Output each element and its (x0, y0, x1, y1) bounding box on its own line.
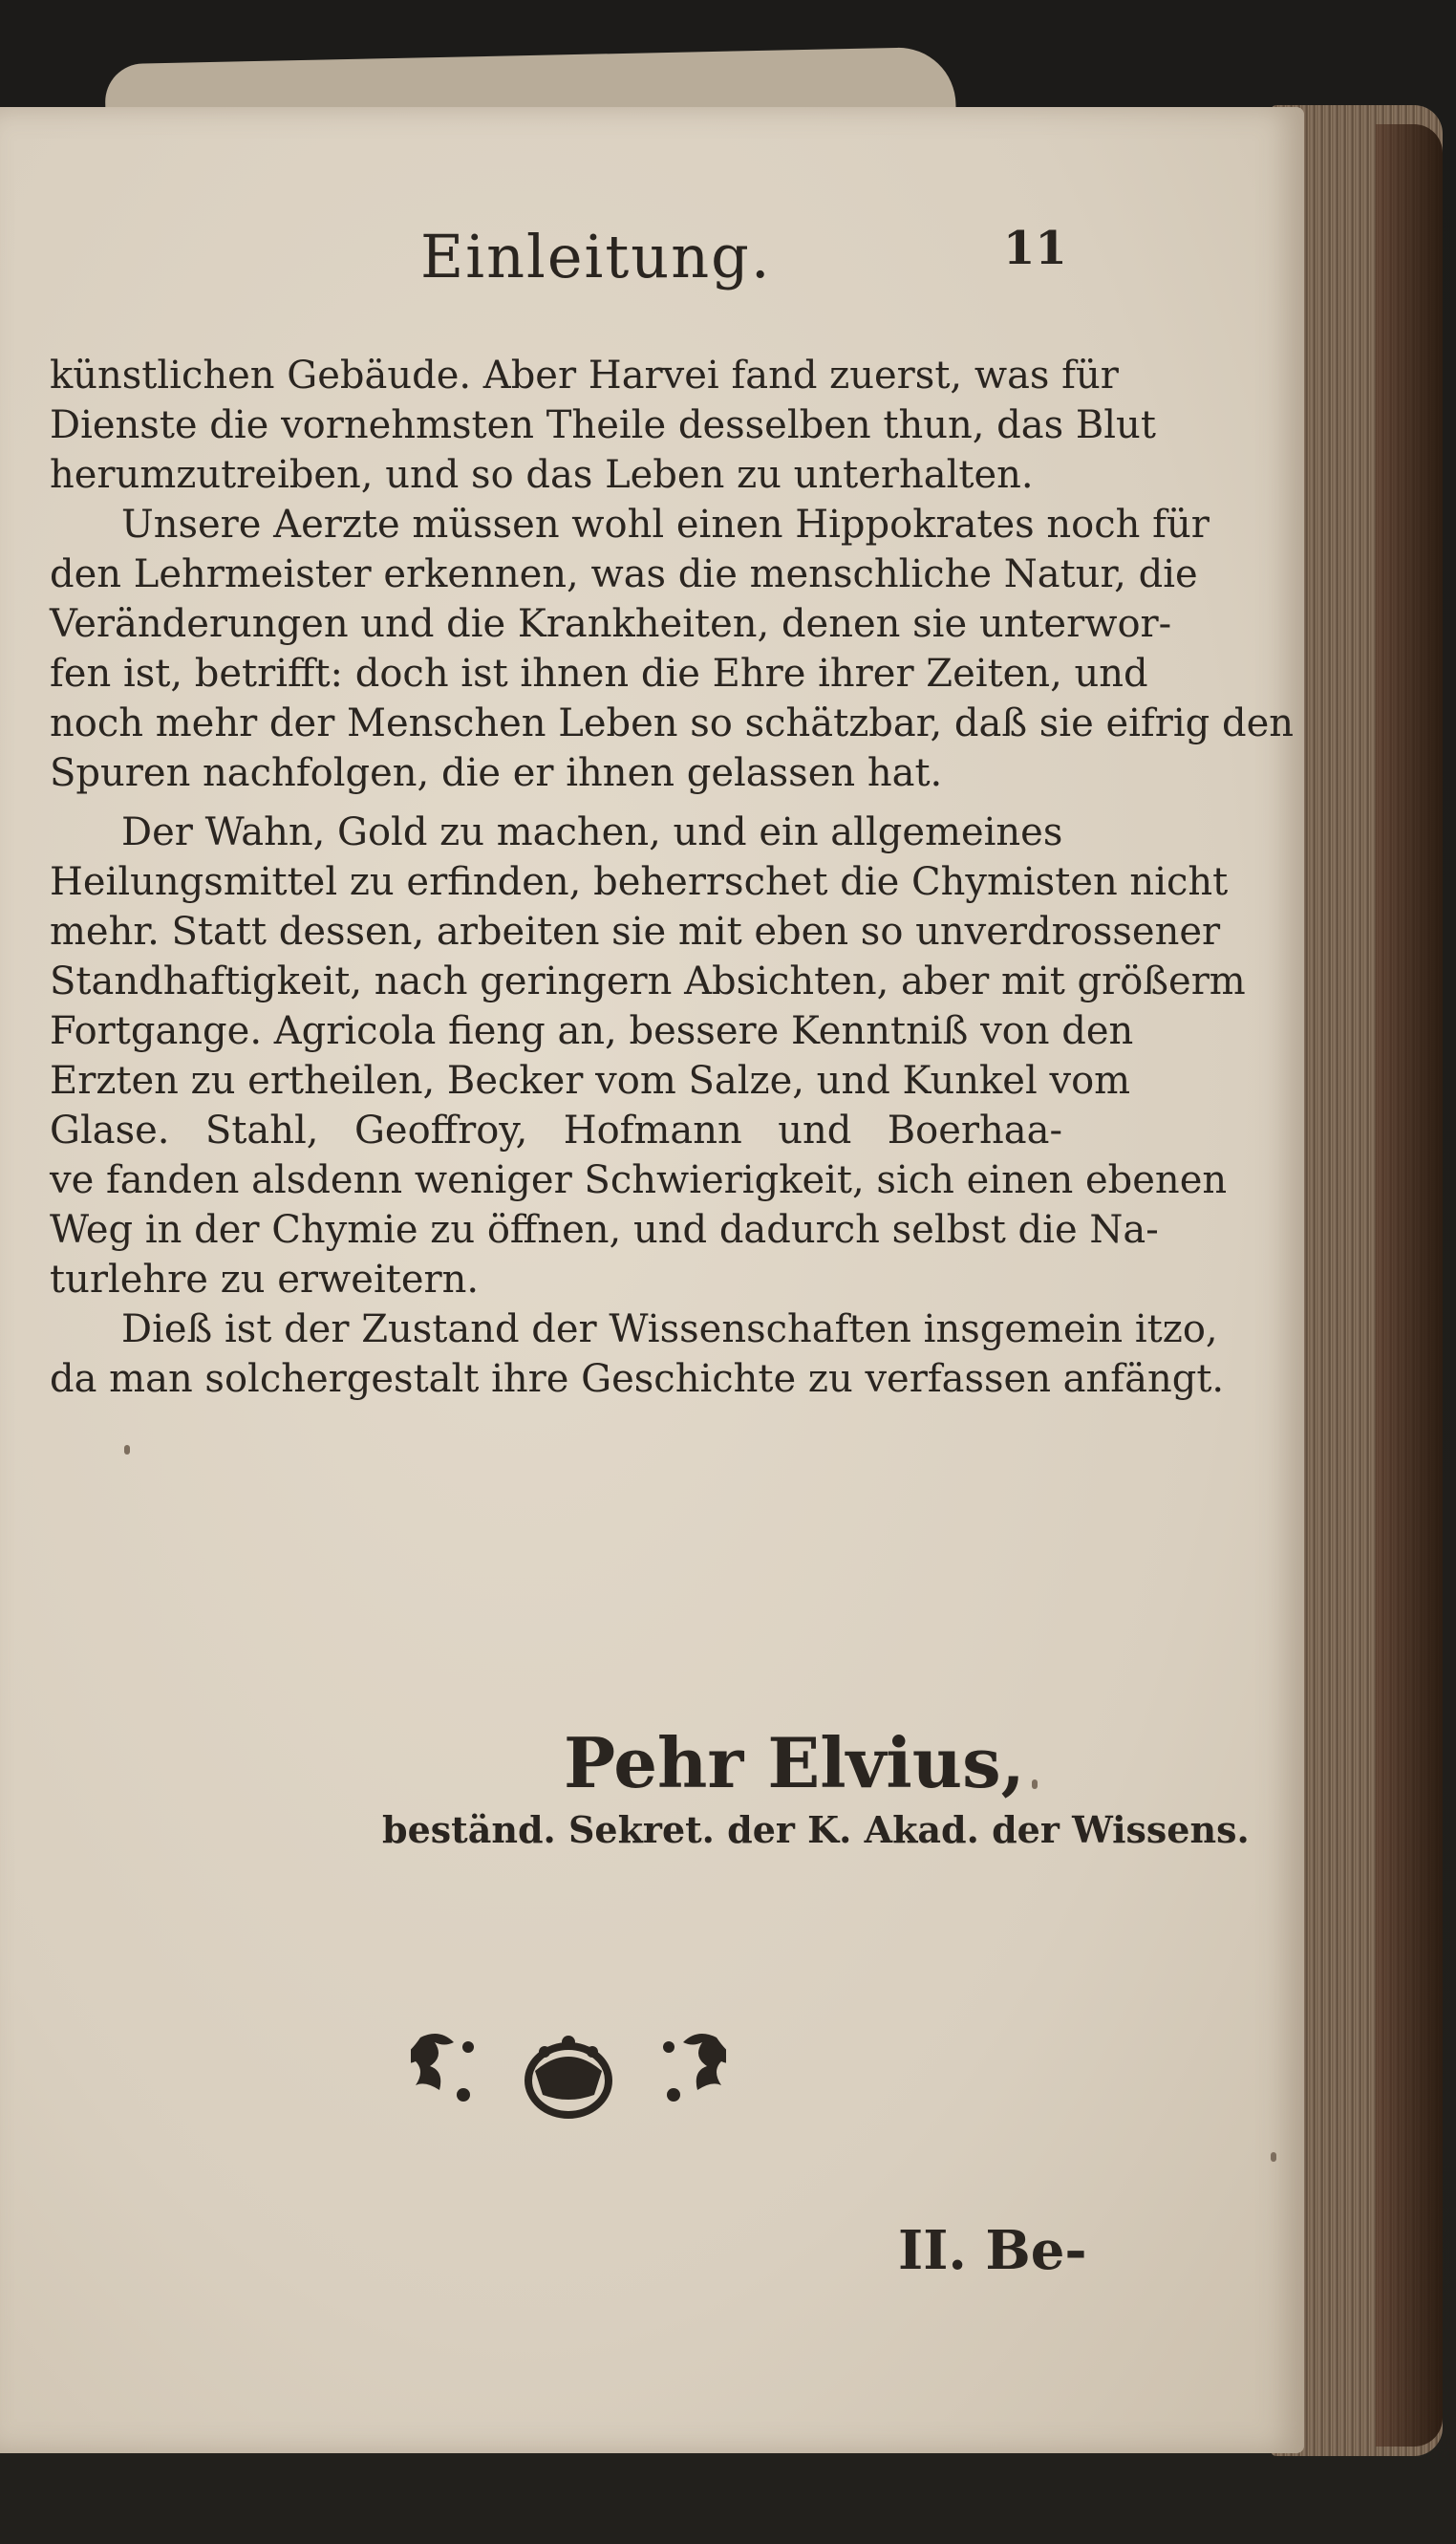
text-line: Heilungsmittel zu erfinden, beherrschet die Chymisten nicht (50, 860, 1229, 904)
text-line: Standhaftigkeit, nach geringern Absichten, aber mit größerm (50, 959, 1246, 1003)
text-line: künstlichen Gebäude. Aber Harvei fand zuerst, was für (50, 354, 1119, 398)
signature-title: beständ. Sekret. der K. Akad. der Wissens. (382, 1808, 1250, 1851)
text-line: Glase. Stahl, Geoffroy, Hofmann und Boerhaa- (50, 1109, 1062, 1153)
text-line: Weg in der Chymie zu öffnen, und dadurch selbst die Na- (50, 1208, 1159, 1252)
text-line: turlehre zu erweitern. (50, 1258, 480, 1302)
signature-name: Pehr Elvius, (564, 1722, 1025, 1803)
text-line: Erzten zu ertheilen, Becker vom Salze, und Kunkel vom (50, 1059, 1131, 1103)
catchword: II. Be- (898, 2219, 1087, 2282)
paper-fleck (1271, 2152, 1276, 2162)
paper-fleck (1032, 1779, 1038, 1789)
paragraph (50, 351, 1156, 500)
book-binding-shadow (1376, 124, 1443, 2447)
text-line: Spuren nachfolgen, die er ihnen gelassen hat. (50, 751, 943, 795)
body-text (50, 351, 1295, 1404)
paper-fleck (124, 1445, 130, 1455)
text-line: Fortgange. Agricola fieng an, bessere Kenntniß von den (50, 1009, 1134, 1053)
page (0, 107, 1304, 2453)
text-line: Unsere Aerzte müssen wohl einen Hippokrates noch für (121, 503, 1210, 547)
paragraph (50, 500, 1295, 798)
text-line: noch mehr der Menschen Leben so schätzbar, daß sie eifrig den (50, 701, 1295, 745)
text-line: Dienste die vornehmsten Theile desselben thun, das Blut (50, 403, 1156, 447)
paragraph (50, 808, 1246, 1304)
text-line: Der Wahn, Gold zu machen, und ein allgemeines (121, 810, 1063, 854)
running-head-title: Einleitung. (420, 222, 772, 291)
text-line: den Lehrmeister erkennen, was die menschliche Natur, die (50, 552, 1198, 596)
text-line: fen ist, betrifft: doch ist ihnen die Ehre ihrer Zeiten, und (50, 652, 1148, 696)
text-line: herumzutreiben, und so das Leben zu unterhalten. (50, 453, 1034, 497)
crown-ornament-icon (411, 2018, 726, 2124)
page-number: 11 (1003, 222, 1067, 275)
text-line: Veränderungen und die Krankheiten, denen sie unterwor- (50, 602, 1172, 646)
text-line: mehr. Statt dessen, arbeiten sie mit eben so unverdrossener (50, 910, 1221, 954)
text-line: Dieß ist der Zustand der Wissenschaften insgemein itzo, (121, 1307, 1218, 1351)
text-line: ve fanden alsdenn weniger Schwierigkeit, sich einen ebenen (50, 1158, 1228, 1202)
text-line: da man solchergestalt ihre Geschichte zu verfassen anfängt. (50, 1357, 1225, 1401)
paragraph (50, 1304, 1225, 1404)
